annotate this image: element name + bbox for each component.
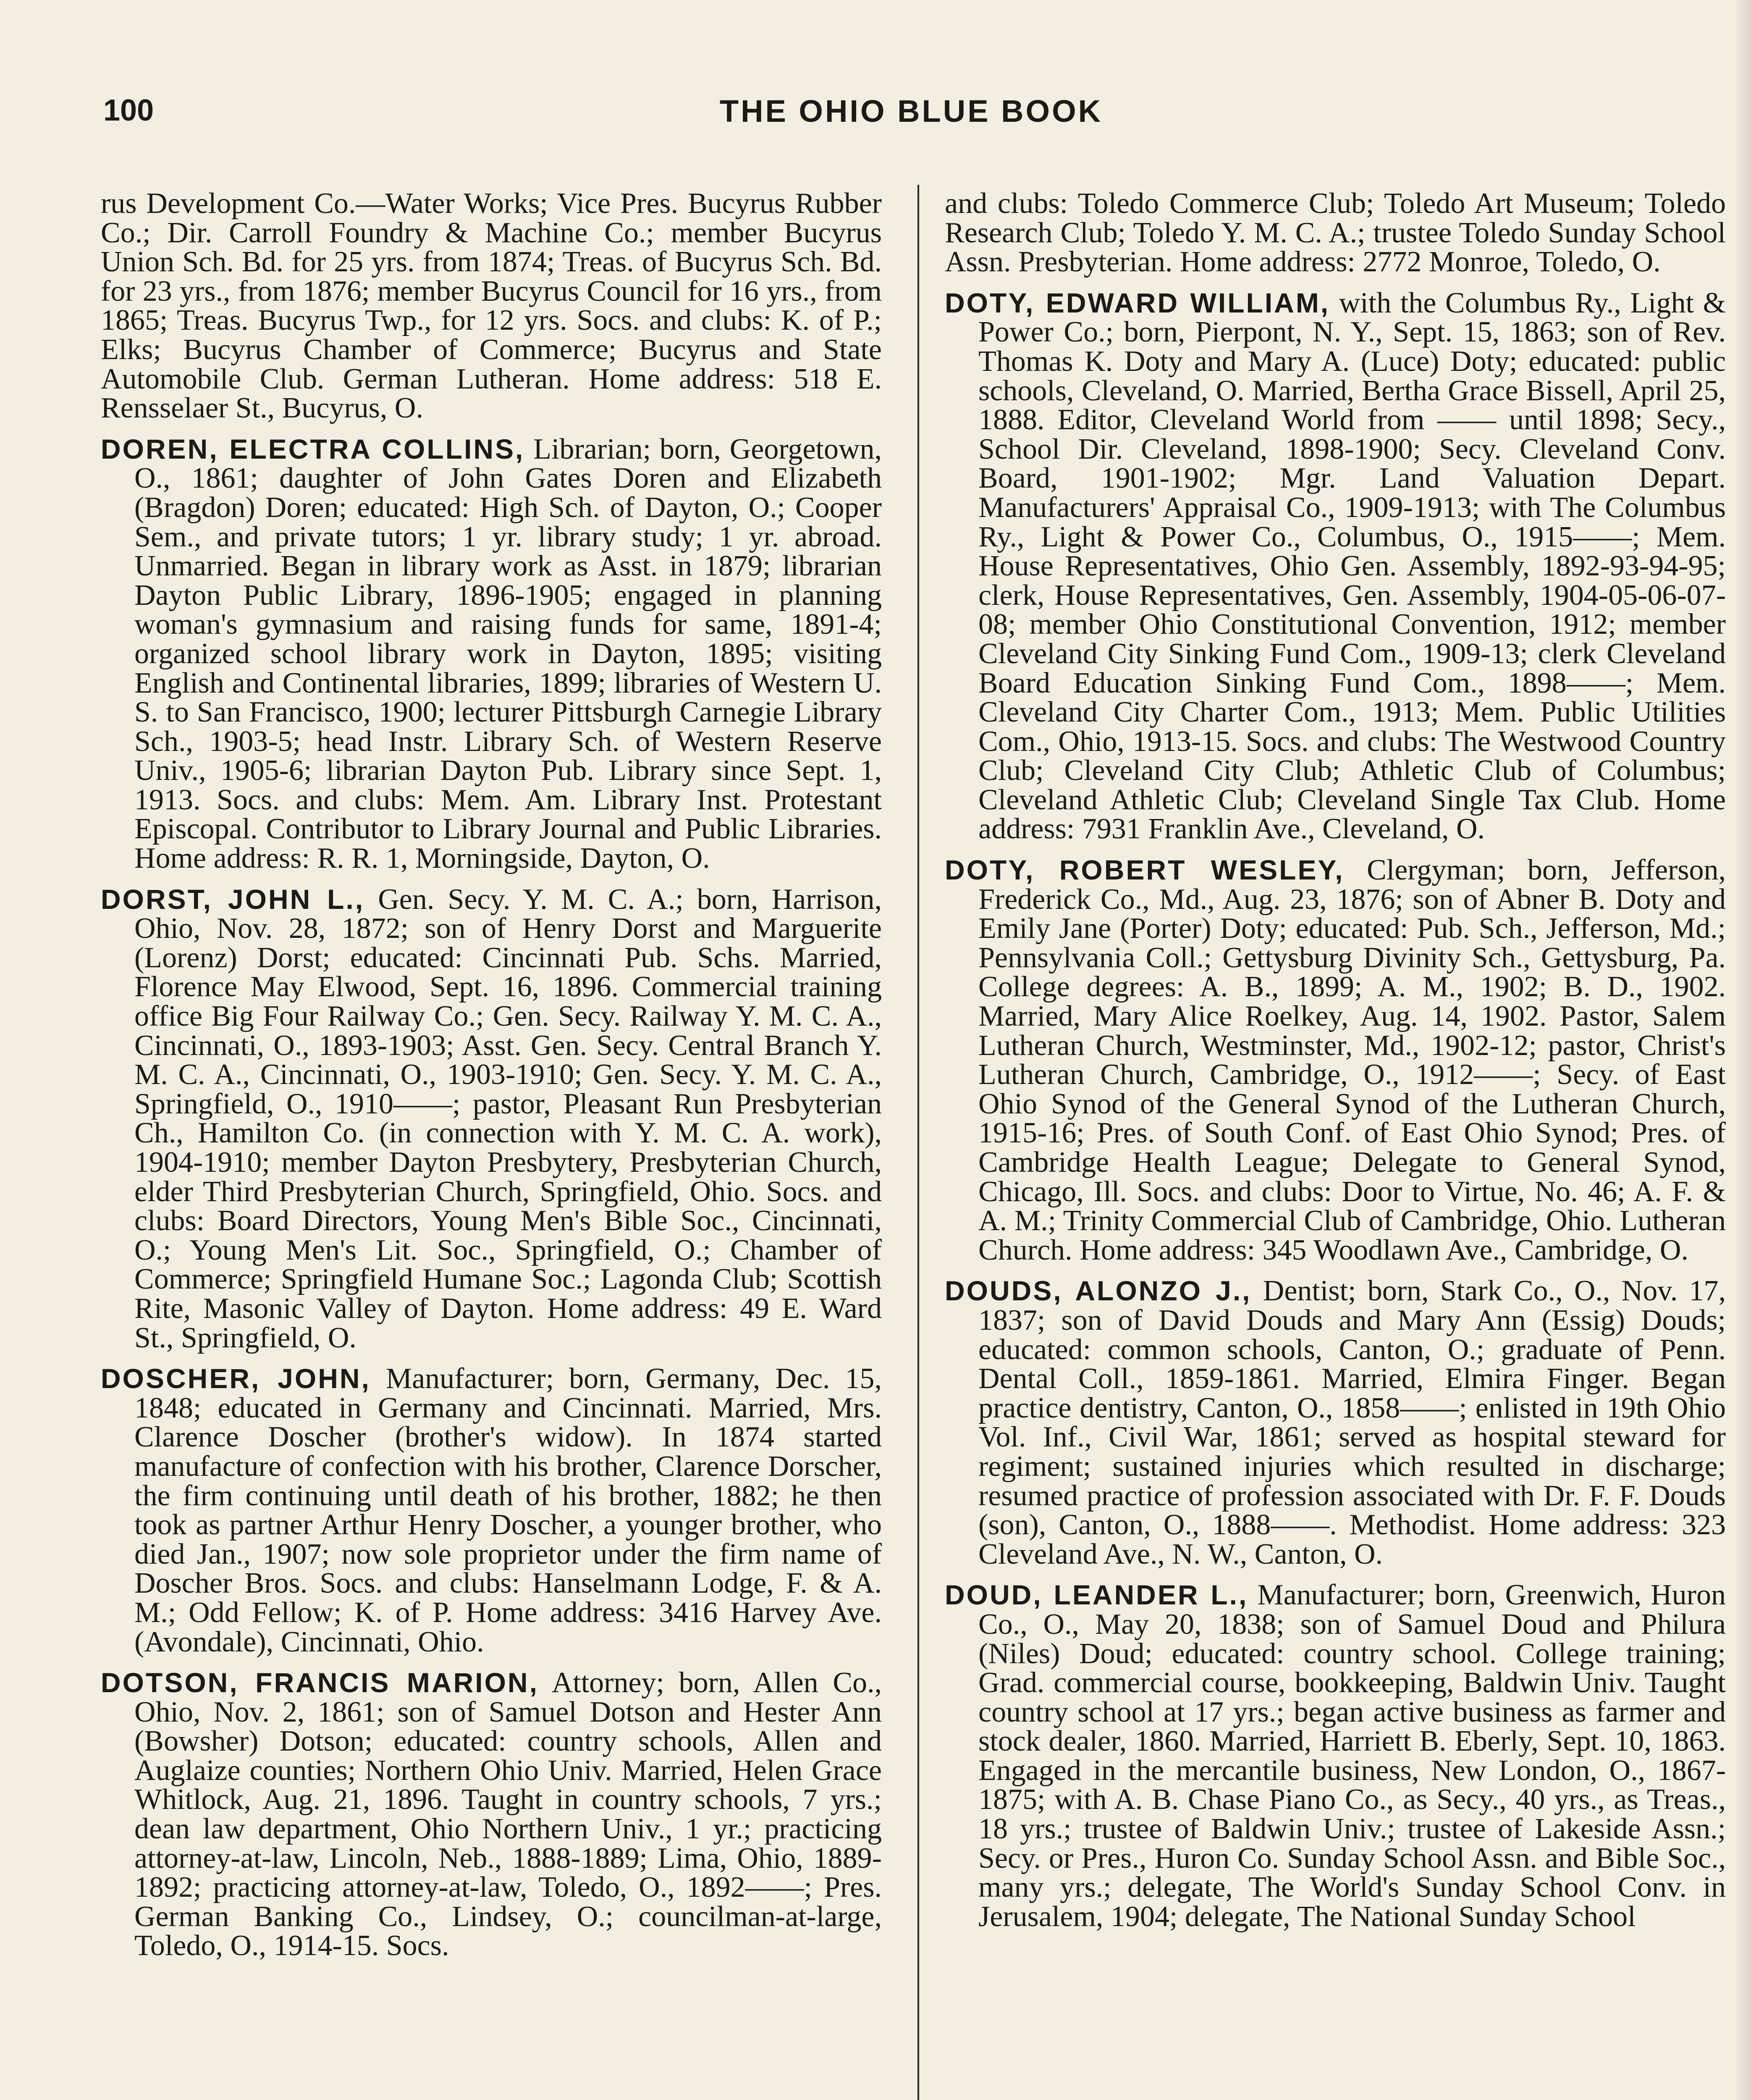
- entry-name: DOTSON, FRANCIS MARION,: [101, 1667, 539, 1698]
- biography-entry: [945, 1580, 1726, 1931]
- column-divider: [917, 185, 919, 2100]
- entry-text: Attorney; born, Allen Co., Ohio, Nov. 2, 1861; son of Samuel Dotson and Hester Ann (Bowsher) Dotson; educated: country schools, Allen and Auglaize counties; Northern Ohio Univ. Married, Helen Grace Whitlock, Aug. 21, 1896. Taught in country schools, 7 yrs.; dean law department, Ohio Northern Univ., 1 yr.; practicing attorney-at-law, Lincoln, Neb., 1888-1889; Lima, Ohio, 1889-1892; practicing attorney-at-law, Toledo, O., 1892——; Pres. German Banking Co., Lindsey, O.; councilman-at-large, Toledo, O., 1914-15. Socs.: [134, 1667, 882, 1962]
- entry-text: Gen. Secy. Y. M. C. A.; born, Harrison, Ohio, Nov. 28, 1872; son of Henry Dorst and Marguerite (Lorenz) Dorst; educated: Cincinnati Pub. Schs. Married, Florence May Elwood, Sept. 16, 1896. Commercial training office Big Four Railway Co.; Gen. Secy. Railway Y. M. C. A., Cincinnati, O., 1893-1903; Asst. Gen. Secy. Central Branch Y. M. C. A., Cincinnati, O., 1903-1910; Gen. Secy. Y. M. C. A., Springfield, O., 1910——; pastor, Pleasant Run Presbyterian Ch., Hamilton Co. (in connection with Y. M. C. A. work), 1904-1910; member Dayton Presbytery, Presbyterian Church, elder Third Presbyterian Church, Springfield, Ohio. Socs. and clubs: Board Directors, Young Men's Bible Soc., Cincinnati, O.; Young Men's Lit. Soc., Springfield, O.; Chamber of Commerce; Springfield Humane Soc.; Lagonda Club; Scottish Rite, Masonic Valley of Dayton. Home address: 49 E. Ward St., Springfield, O.: [134, 883, 882, 1354]
- biography-entry: [945, 286, 1726, 845]
- entry-name: DOTY, ROBERT WESLEY,: [945, 854, 1345, 886]
- right-column: [945, 189, 1726, 1943]
- entry-text: with the Columbus Ry., Light & Power Co.; born, Pierpont, N. Y., Sept. 15, 1863; son of Rev. Thomas K. Doty and Mary A. (Luce) Doty; educated: public schools, Cleveland, O. Married, Bertha Grace Bissell, April 25, 1888. Editor, Cleveland World from —— until 1898; Secy., School Dir. Cleveland, 1898-1900; Secy. Cleveland Conv. Board, 1901-1902; Mgr. Land Valuation Depart. Manufacturers' Appraisal Co., 1909-1913; with The Columbus Ry., Light & Power Co., Columbus, O., 1915——; Mem. House Representatives, Ohio Gen. Assembly, 1892-93-94-95; clerk, House Representatives, Gen. Assembly, 1904-05-06-07-08; member Ohio Constitutional Convention, 1912; member Cleveland City Sinking Fund Com., 1909-13; clerk Cleveland Board Education Sinking Fund Com., 1898——; Mem. Cleveland City Charter Com., 1913; Mem. Public Utilities Com., Ohio, 1913-15. Socs. and clubs: The Westwood Country Club; Cleveland City Club; Athletic Club of Columbus; Cleveland Athletic Club; Cleveland Single Tax Club. Home address: 7931 Franklin Ave., Cleveland, O.: [978, 286, 1726, 845]
- entry-text: Clergyman; born, Jefferson, Frederick Co., Md., Aug. 23, 1876; son of Abner B. Doty and Emily Jane (Porter) Doty; educated: Pub. Sch., Jefferson, Md.; Pennsylvania Coll.; Gettysburg Divinity Sch., Gettysburg, Pa. College degrees: A. B., 1899; A. M., 1902; B. D., 1902. Married, Mary Alice Roelkey, Aug. 14, 1902. Pastor, Salem Lutheran Church, Westminster, Md., 1902-12; pastor, Christ's Lutheran Church, Cambridge, O., 1912——; Secy. of East Ohio Synod of the General Synod of the Lutheran Church, 1915-16; Pres. of South Conf. of East Ohio Synod; Pres. of Cambridge Health League; Delegate to General Synod, Chicago, Ill. Socs. and clubs: Door to Virtue, No. 46; A. F. & A. M.; Trinity Commercial Club of Cambridge, Ohio. Lutheran Church. Home address: 345 Woodlawn Ave., Cambridge, O.: [978, 854, 1726, 1266]
- biography-entry: [101, 435, 882, 873]
- entry-name: DOTY, EDWARD WILLIAM,: [945, 287, 1330, 318]
- entry-text: Manufacturer; born, Greenwich, Huron Co., O., May 20, 1838; son of Samuel Doud and Philura (Niles) Doud; educated: country school. College training; Grad. commercial course, bookkeeping, Baldwin Univ. Taught country school at 17 yrs.; began active business as farmer and stock dealer, 1860. Married, Harriett B. Eberly, Sept. 10, 1863. Engaged in the mercantile business, New London, O., 1867-1875; with A. B. Chase Piano Co., as Secy., 40 yrs., as Treas., 18 yrs.; trustee of Baldwin Univ.; trustee of Lakeside Assn.; Secy. or Pres., Huron Co. Sunday School Assn. and Bible Soc., many yrs.; delegate, The World's Sunday School Conv. in Jerusalem, 1904; delegate, The National Sunday School: [978, 1579, 1726, 1933]
- biography-entry: [945, 1276, 1726, 1569]
- page-number: 100: [103, 94, 154, 127]
- page-header: [97, 84, 1726, 134]
- continuation-text: rus Development Co.—Water Works; Vice Pres. Bucyrus Rubber Co.; Dir. Carroll Foundry & Machine Co.; member Bucyrus Union Sch. Bd. for 25 yrs. from 1874; Treas. of Bucyrus Sch. Bd. for 23 yrs., from 1876; member Bucyrus Council for 16 yrs., from 1865; Treas. Bucyrus Twp., for 12 yrs. Socs. and clubs: K. of P.; Elks; Bucyrus Chamber of Commerce; Bucyrus and State Automobile Club. German Lutheran. Home address: 518 E. Rensselaer St., Bucyrus, O.: [101, 187, 882, 425]
- entry-text: Librarian; born, Georgetown, O., 1861; daughter of John Gates Doren and Elizabeth (Bragdon) Doren; educated: High Sch. of Dayton, O.; Cooper Sem., and private tutors; 1 yr. library study; 1 yr. abroad. Unmarried. Began in library work as Asst. in 1879; librarian Dayton Public Library, 1896-1905; engaged in planning woman's gymnasium and raising funds for same, 1891-4; organized school library work in Dayton, 1895; visiting English and Continental libraries, 1899; libraries of Western U. S. to San Francisco, 1900; lecturer Pittsburgh Carnegie Library Sch., 1903-5; head Instr. Library Sch. of Western Reserve Univ., 1905-6; librarian Dayton Pub. Library since Sept. 1, 1913. Socs. and clubs: Mem. Am. Library Inst. Protestant Episcopal. Contributor to Library Journal and Public Libraries. Home address: R. R. 1, Morningside, Dayton, O.: [134, 433, 882, 875]
- entry-name: DORST, JOHN L.,: [101, 883, 365, 915]
- entry-name: DOUD, LEANDER L.,: [945, 1579, 1248, 1611]
- biography-entry: [101, 1364, 882, 1656]
- continuation-text: and clubs: Toledo Commerce Club; Toledo Art Museum; Toledo Research Club; Toledo Y. M. C. A.; trustee Toledo Sunday School Assn. Presbyterian. Home address: 2772 Monroe, Toledo, O.: [945, 187, 1726, 278]
- biography-entry: [101, 1668, 882, 1961]
- entry-text: Dentist; born, Stark Co., O., Nov. 17, 1837; son of David Douds and Mary Ann (Essig) Douds; educated: common schools, Canton, O.; graduate of Penn. Dental Coll., 1859-1861. Married, Elmira Finger. Began practice dentistry, Canton, O., 1858——; enlisted in 19th Ohio Vol. Inf., Civil War, 1861; served as hospital steward for regiment; sustained injuries which resulted in discharge; resumed practice of profession associated with Dr. F. F. Douds (son), Canton, O., 1888——. Methodist. Home address: 323 Cleveland Ave., N. W., Canton, O.: [978, 1275, 1726, 1570]
- entry-name: DOSCHER, JOHN,: [101, 1363, 371, 1394]
- left-column: [101, 189, 882, 1972]
- entry-name: DOREN, ELECTRA COLLINS,: [101, 433, 525, 465]
- biography-entry: [945, 856, 1726, 1265]
- entry-name: DOUDS, ALONZO J.,: [945, 1275, 1252, 1307]
- running-title: THE OHIO BLUE BOOK: [719, 94, 1103, 129]
- entry-text: Manufacturer; born, Germany, Dec. 15, 1848; educated in Germany and Cincinnati. Married, Mrs. Clarence Doscher (brother's widow). In 1874 started manufacture of confection with his brother, Clarence Dorscher, the firm continuing until death of his brother, 1882; he then took as partner Arthur Henry Doscher, a younger brother, who died Jan., 1907; now sole proprietor under the firm name of Doscher Bros. Socs. and clubs: Hanselmann Lodge, F. & A. M.; Odd Fellow; K. of P. Home address: 3416 Harvey Ave. (Avondale), Cincinnati, Ohio.: [134, 1362, 882, 1658]
- biography-entry: [101, 885, 882, 1353]
- page-edge-shadow: [1734, 0, 1751, 2100]
